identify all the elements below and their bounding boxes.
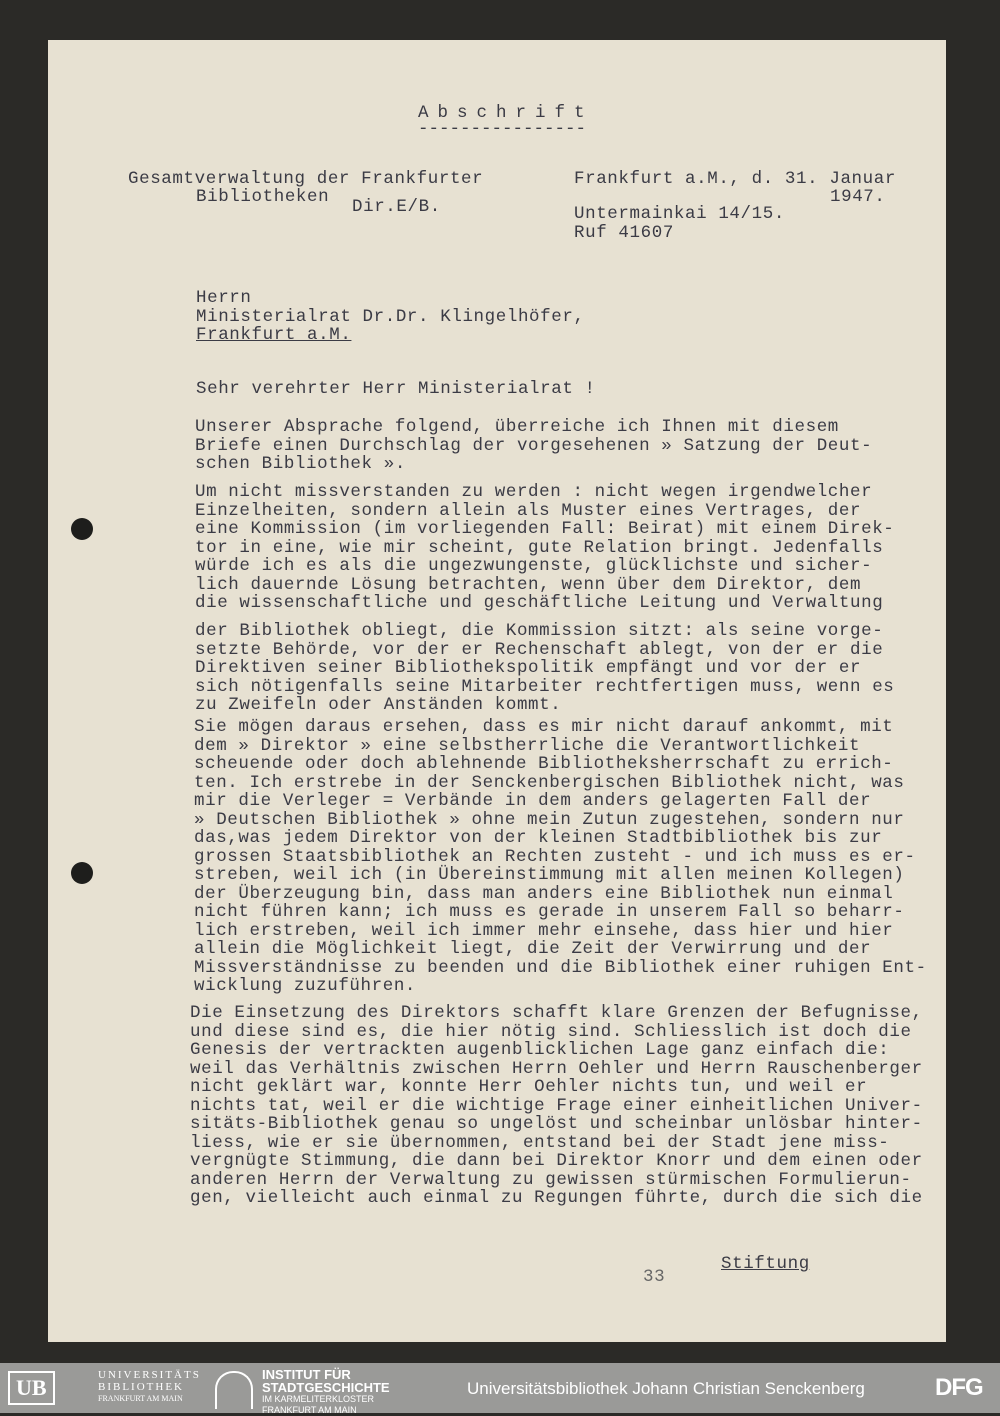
recipient-line: Herrn bbox=[196, 288, 252, 308]
paragraph bbox=[195, 622, 894, 715]
text-line: dem » Direktor » eine selbstherrliche die Verantwortlichkeit bbox=[194, 735, 861, 756]
punch-hole bbox=[71, 518, 93, 540]
text-line: sitäts-Bibliothek genau so ungelöst und scheinbar unlösbar hinter- bbox=[190, 1114, 923, 1134]
text-line: lich erstreben, weil ich immer mehr einsehe, dass hier und hier bbox=[194, 920, 894, 941]
ub-text-line: FRANKFURT AM MAIN bbox=[98, 1394, 183, 1403]
text-line: ten. Ich erstrebe in der Senckenbergischen Bibliothek nicht, was bbox=[194, 772, 905, 793]
catchword: Stiftung bbox=[721, 1254, 810, 1274]
text-line: Sie mögen daraus ersehen, dass es mir nicht darauf ankommt, mit bbox=[194, 717, 894, 737]
sender-line-1: Gesamtverwaltung der Frankfurter bbox=[128, 169, 484, 189]
page-number: 33 bbox=[643, 1267, 666, 1287]
text-line: gen, vielleicht auch einmal zu Regungen führte, durch die sich die bbox=[190, 1188, 923, 1208]
paragraph bbox=[194, 718, 927, 996]
punch-hole bbox=[71, 862, 93, 884]
paragraph bbox=[195, 418, 872, 474]
text-line: der Überzeugung bin, dass man anders eine Bibliothek nun einmal bbox=[194, 883, 894, 904]
recipient-line: Frankfurt a.M. bbox=[196, 325, 352, 345]
text-line: anderen Herrn der Verwaltung zu gewissen stürmischen Formulierun- bbox=[190, 1169, 912, 1190]
text-line: Unserer Absprache folgend, überreiche ich Ihnen mit diesem bbox=[195, 417, 839, 437]
reference: Dir.E/B. bbox=[352, 197, 441, 217]
text-line: Die Einsetzung des Direktors schafft klare Grenzen der Befugnisse, bbox=[190, 1003, 923, 1023]
text-line: scheuende oder doch ablehnende Bibliotheksherrschaft zu errich- bbox=[194, 754, 894, 774]
institut-arch-icon bbox=[215, 1371, 253, 1409]
recipient-line: Ministerialrat Dr.Dr. Klingelhöfer, bbox=[196, 307, 585, 327]
text-line: sich nötigenfalls seine Mitarbeiter rechtfertigen muss, wenn es bbox=[195, 676, 895, 697]
text-line: Direktiven seiner Bibliothekspolitik empfängt und vor der er bbox=[195, 658, 862, 678]
ub-text-line: UNIVERSITÄTS bbox=[98, 1369, 201, 1381]
text-line: » Deutschen Bibliothek » ohne mein Zutun zugestehen, sondern nur bbox=[194, 809, 905, 830]
text-line: grossen Staatsbibliothek an Rechten zusteht - und ich muss es er- bbox=[194, 846, 916, 867]
text-line: würde ich es als die ungezwungenste, glücklichste und sicher- bbox=[195, 556, 873, 576]
text-line: und diese sind es, die hier nötig sind. Schliesslich ist doch die bbox=[190, 1021, 912, 1042]
text-line: Genesis der vertrackten augenblicklichen Lage ganz einfach die: bbox=[190, 1040, 890, 1060]
document-title: Abschrift bbox=[418, 103, 594, 123]
paragraph bbox=[190, 1004, 923, 1208]
text-line: allein die Möglichkeit liegt, die Zeit der Verwirrung und der bbox=[194, 939, 872, 959]
text-line: vergnügte Stimmung, die dann bei Direktor Knorr und dem einen oder bbox=[190, 1151, 923, 1171]
text-line: mir die Verleger = Verbände in dem anders gelagerten Fall der bbox=[194, 791, 872, 811]
paragraph bbox=[195, 483, 894, 613]
text-line: schen Bibliothek ». bbox=[195, 454, 406, 474]
year: 1947. bbox=[830, 187, 886, 207]
address: Untermainkai 14/15. bbox=[574, 204, 785, 224]
institut-text-line: INSTITUT FÜR bbox=[262, 1367, 351, 1382]
text-line: lich dauernde Lösung betrachten, wenn über dem Direktor, dem bbox=[195, 574, 862, 595]
text-line: Briefe einen Durchschlag der vorgesehenen » Satzung der Deut- bbox=[195, 435, 873, 456]
ub-text-line: BIBLIOTHEK bbox=[98, 1381, 184, 1393]
phone: Ruf 41607 bbox=[574, 223, 674, 243]
text-line: zu Zweifeln oder Anständen kommt. bbox=[195, 695, 562, 715]
sender-line-2: Bibliotheken bbox=[196, 187, 330, 207]
text-line: nicht geklärt war, konnte Herr Oehler nichts tun, und weil er bbox=[190, 1077, 868, 1097]
footer-bar bbox=[0, 1363, 1000, 1413]
text-line: der Bibliothek obliegt, die Kommission sitzt: als seine vorge- bbox=[195, 621, 884, 641]
text-line: tor in eine, wie mir scheint, gute Relation bringt. Jedenfalls bbox=[195, 537, 884, 558]
place-date: Frankfurt a.M., d. 31. Januar bbox=[574, 169, 896, 189]
institut-text-line: FRANKFURT AM MAIN bbox=[262, 1405, 357, 1415]
text-line: eine Kommission (im vorliegenden Fall: Beirat) mit einem Direk- bbox=[195, 519, 895, 539]
text-line: setzte Behörde, vor der er Rechenschaft ablegt, von der er die bbox=[195, 639, 884, 660]
dfg-logo: DFG bbox=[935, 1374, 983, 1401]
text-line: liess, wie er sie übernommen, entstand bei der Stadt jene miss- bbox=[190, 1132, 890, 1153]
text-line: Einzelheiten, sondern allein als Muster eines Vertrages, der bbox=[195, 500, 862, 521]
text-line: wicklung zuzuführen. bbox=[194, 976, 417, 996]
text-line: Missverständnisse zu beenden und die Bibliothek einer ruhigen Ent- bbox=[194, 957, 927, 978]
text-line: nicht führen kann; ich muss es gerade in unserem Fall so beharr- bbox=[194, 902, 905, 922]
text-line: nichts tat, weil er die wichtige Frage einer einheitlichen Univer- bbox=[190, 1095, 923, 1116]
text-line: Um nicht missverstanden zu werden : nicht wegen irgendwelcher bbox=[195, 482, 873, 502]
title-underline: ---------------- bbox=[418, 119, 587, 139]
library-name: Universitätsbibliothek Johann Christian Senckenberg bbox=[467, 1379, 865, 1398]
ub-text bbox=[98, 1369, 201, 1405]
text-line: weil das Verhältnis zwischen Herrn Oehler und Herrn Rauschenberger bbox=[190, 1058, 923, 1079]
institut-text bbox=[262, 1368, 390, 1416]
institut-text-line: STADTGESCHICHTE bbox=[262, 1380, 390, 1395]
ub-logo: UB bbox=[8, 1371, 55, 1405]
institut-text-line: IM KARMELITERKLOSTER bbox=[262, 1394, 375, 1404]
salutation: Sehr verehrter Herr Ministerialrat ! bbox=[196, 379, 596, 399]
text-line: streben, weil ich (in Übereinstimmung mit allen meinen Kollegen) bbox=[194, 865, 905, 885]
text-line: das,was jedem Direktor von der kleinen Stadtbibliothek bis zur bbox=[194, 828, 883, 848]
text-line: die wissenschaftliche und geschäftliche Leitung und Verwaltung bbox=[195, 593, 884, 613]
